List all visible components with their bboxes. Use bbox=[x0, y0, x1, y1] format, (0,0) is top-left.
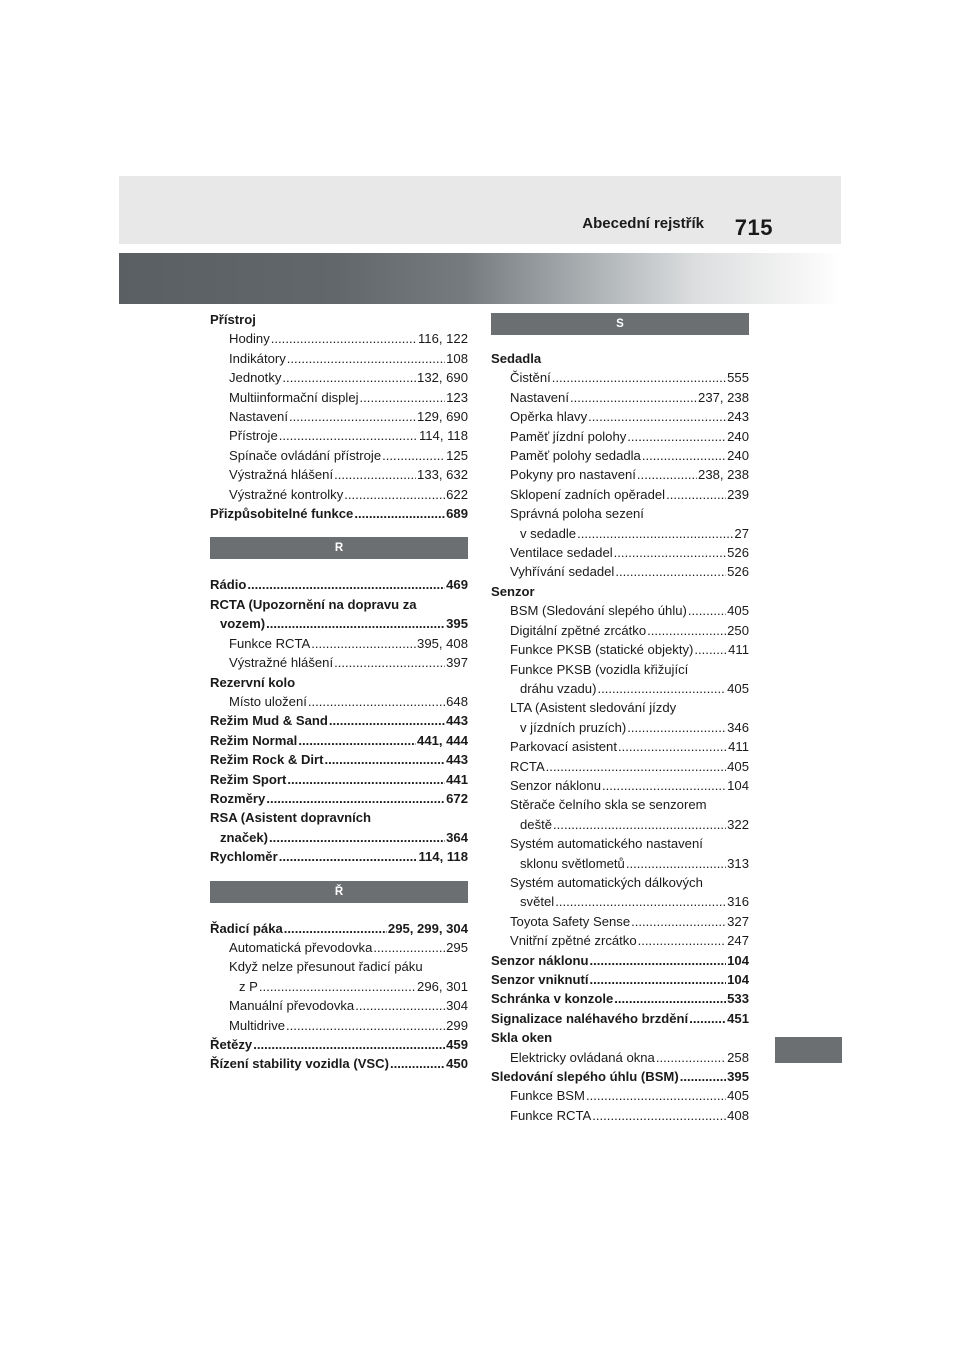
index-sub-entry-line: Když nelze přesunout řadicí páku bbox=[229, 959, 423, 975]
index-sub-entry: Multiinformační displej ..... 123 bbox=[210, 388, 468, 407]
index-sub-entry: Výstražná hlášení ..... 133, 632 bbox=[210, 465, 468, 484]
index-sub-entry: Místo uložení ..... 648 bbox=[210, 692, 468, 711]
index-sub-entry: RCTA ..... 405 bbox=[491, 757, 749, 776]
index-column-right bbox=[491, 310, 749, 1125]
index-sub-entry: sklonu světlometů ..... 313 bbox=[491, 854, 749, 873]
index-sub-entry: v sedadle ..... 27 bbox=[491, 524, 749, 543]
index-sub-entry: Digitální zpětné zrcátko ..... 250 bbox=[491, 621, 749, 640]
index-sub-entry: Toyota Safety Sense ..... 327 bbox=[491, 912, 749, 931]
index-sub-entry-line: Systém automatických dálkových bbox=[510, 874, 703, 890]
thumb-index-tab bbox=[775, 1037, 842, 1063]
index-sub-entry: Hodiny ..... 116, 122 bbox=[210, 329, 468, 348]
index-sub-entry: Funkce BSM ..... 405 bbox=[491, 1086, 749, 1105]
index-entry: Řetězy ..... 459 bbox=[210, 1035, 468, 1054]
index-sub-entry: Spínače ovládání přístroje ..... 125 bbox=[210, 446, 468, 465]
index-sub-entry: Funkce PKSB (statické objekty) ..... 411 bbox=[491, 640, 749, 659]
index-heading: Sedadla bbox=[491, 351, 542, 366]
index-sub-entry: BSM (Sledování slepého úhlu) ..... 405 bbox=[491, 601, 749, 620]
index-entry-line: RCTA (Upozornění na dopravu za bbox=[210, 596, 417, 612]
section-header-s: S bbox=[491, 313, 749, 335]
index-sub-entry: Senzor náklonu ..... 104 bbox=[491, 776, 749, 795]
index-sub-entry: Čistění ..... 555 bbox=[491, 368, 749, 387]
index-sub-entry-line: LTA (Asistent sledování jízdy bbox=[510, 700, 677, 716]
index-entry: Režim Sport ..... 441 bbox=[210, 770, 468, 789]
index-entry: značek) ..... 364 bbox=[210, 828, 468, 847]
index-sub-entry: dráhu vzadu) ..... 405 bbox=[491, 679, 749, 698]
index-entry: Režim Normal ..... 441, 444 bbox=[210, 731, 468, 750]
section-header-r: R bbox=[210, 537, 468, 559]
header-gradient-bar bbox=[119, 253, 841, 304]
index-sub-entry: Opěrka hlavy ..... 243 bbox=[491, 407, 749, 426]
index-sub-entry: Pokyny pro nastavení ..... 238, 238 bbox=[491, 465, 749, 484]
index-sub-entry: Funkce RCTA ..... 408 bbox=[491, 1106, 749, 1125]
index-heading: Senzor bbox=[491, 583, 535, 599]
index-sub-entry: Vnitřní zpětné zrcátko ..... 247 bbox=[491, 931, 749, 950]
index-sub-entry: Manuální převodovka ..... 304 bbox=[210, 996, 468, 1015]
index-sub-entry: Multidrive ..... 299 bbox=[210, 1016, 468, 1035]
index-entry: Řadicí páka ..... 295, 299, 304 bbox=[210, 919, 468, 938]
index-sub-entry: Vyhřívání sedadel ..... 526 bbox=[491, 562, 749, 581]
index-sub-entry-line: Systém automatického nastavení bbox=[510, 836, 703, 852]
index-sub-entry: Ventilace sedadel ..... 526 bbox=[491, 543, 749, 562]
index-sub-entry: Přístroje ..... 114, 118 bbox=[210, 426, 468, 445]
index-sub-entry-line: Stěrače čelního skla se senzorem bbox=[510, 797, 707, 813]
index-sub-entry: Sklopení zadních opěradel ..... 239 bbox=[491, 485, 749, 504]
index-entry: Signalizace naléhavého brzdění ..... 451 bbox=[491, 1009, 749, 1028]
index-entry: Schránka v konzole ..... 533 bbox=[491, 989, 749, 1008]
index-sub-entry: Výstražné hlášení ..... 397 bbox=[210, 653, 468, 672]
section-header-rr: Ř bbox=[210, 881, 468, 903]
page-number: 715 bbox=[734, 215, 773, 240]
index-entry: Režim Mud & Sand ..... 443 bbox=[210, 711, 468, 730]
index-column-left bbox=[210, 310, 468, 1074]
index-sub-entry: Paměť jízdní polohy ..... 240 bbox=[491, 427, 749, 446]
index-entry: Senzor vniknutí ..... 104 bbox=[491, 970, 749, 989]
index-sub-entry: deště ..... 322 bbox=[491, 815, 749, 834]
index-entry-line: RSA (Asistent dopravních bbox=[210, 810, 372, 826]
index-entry: Rádio ..... 469 bbox=[210, 575, 468, 594]
index-sub-entry: Parkovací asistent ..... 411 bbox=[491, 737, 749, 756]
index-sub-entry: Nastavení ..... 129, 690 bbox=[210, 407, 468, 426]
index-entry: Rychloměr ..... 114, 118 bbox=[210, 847, 468, 866]
index-sub-entry: Nastavení ..... 237, 238 bbox=[491, 388, 749, 407]
index-entry: Řízení stability vozidla (VSC) ..... 450 bbox=[210, 1054, 468, 1073]
index-entry: Rozměry ..... 672 bbox=[210, 789, 468, 808]
index-entry: Senzor náklonu ..... 104 bbox=[491, 951, 749, 970]
index-entry: vozem) ..... 395 bbox=[210, 614, 468, 633]
index-heading: Rezervní kolo bbox=[210, 674, 296, 690]
index-sub-entry: z P ..... 296, 301 bbox=[210, 977, 468, 996]
index-entry: Režim Rock & Dirt ..... 443 bbox=[210, 750, 468, 769]
index-sub-entry-line: Funkce PKSB (vozidla křižující bbox=[510, 661, 689, 677]
index-sub-entry: Funkce RCTA ..... 395, 408 bbox=[210, 634, 468, 653]
index-sub-entry: Jednotky ..... 132, 690 bbox=[210, 368, 468, 387]
index-entry: Sledování slepého úhlu (BSM) ..... 395 bbox=[491, 1067, 749, 1086]
page-title: Abecední rejstřík bbox=[582, 215, 704, 232]
index-sub-entry: Automatická převodovka ..... 295 bbox=[210, 938, 468, 957]
index-sub-entry: Paměť polohy sedadla ..... 240 bbox=[491, 446, 749, 465]
index-sub-entry-line: Správná poloha sezení bbox=[510, 506, 644, 522]
index-sub-entry: Indikátory ..... 108 bbox=[210, 349, 468, 368]
header-band bbox=[119, 176, 841, 244]
index-heading: Přístroj bbox=[210, 312, 256, 327]
index-sub-entry: Elektricky ovládaná okna ..... 258 bbox=[491, 1048, 749, 1067]
index-entry: Přizpůsobitelné funkce ..... 689 bbox=[210, 504, 468, 523]
index-sub-entry: Výstražné kontrolky ..... 622 bbox=[210, 485, 468, 504]
index-sub-entry: světel ..... 316 bbox=[491, 892, 749, 911]
index-heading: Skla oken bbox=[491, 1030, 553, 1046]
index-sub-entry: v jízdních pruzích) ..... 346 bbox=[491, 718, 749, 737]
